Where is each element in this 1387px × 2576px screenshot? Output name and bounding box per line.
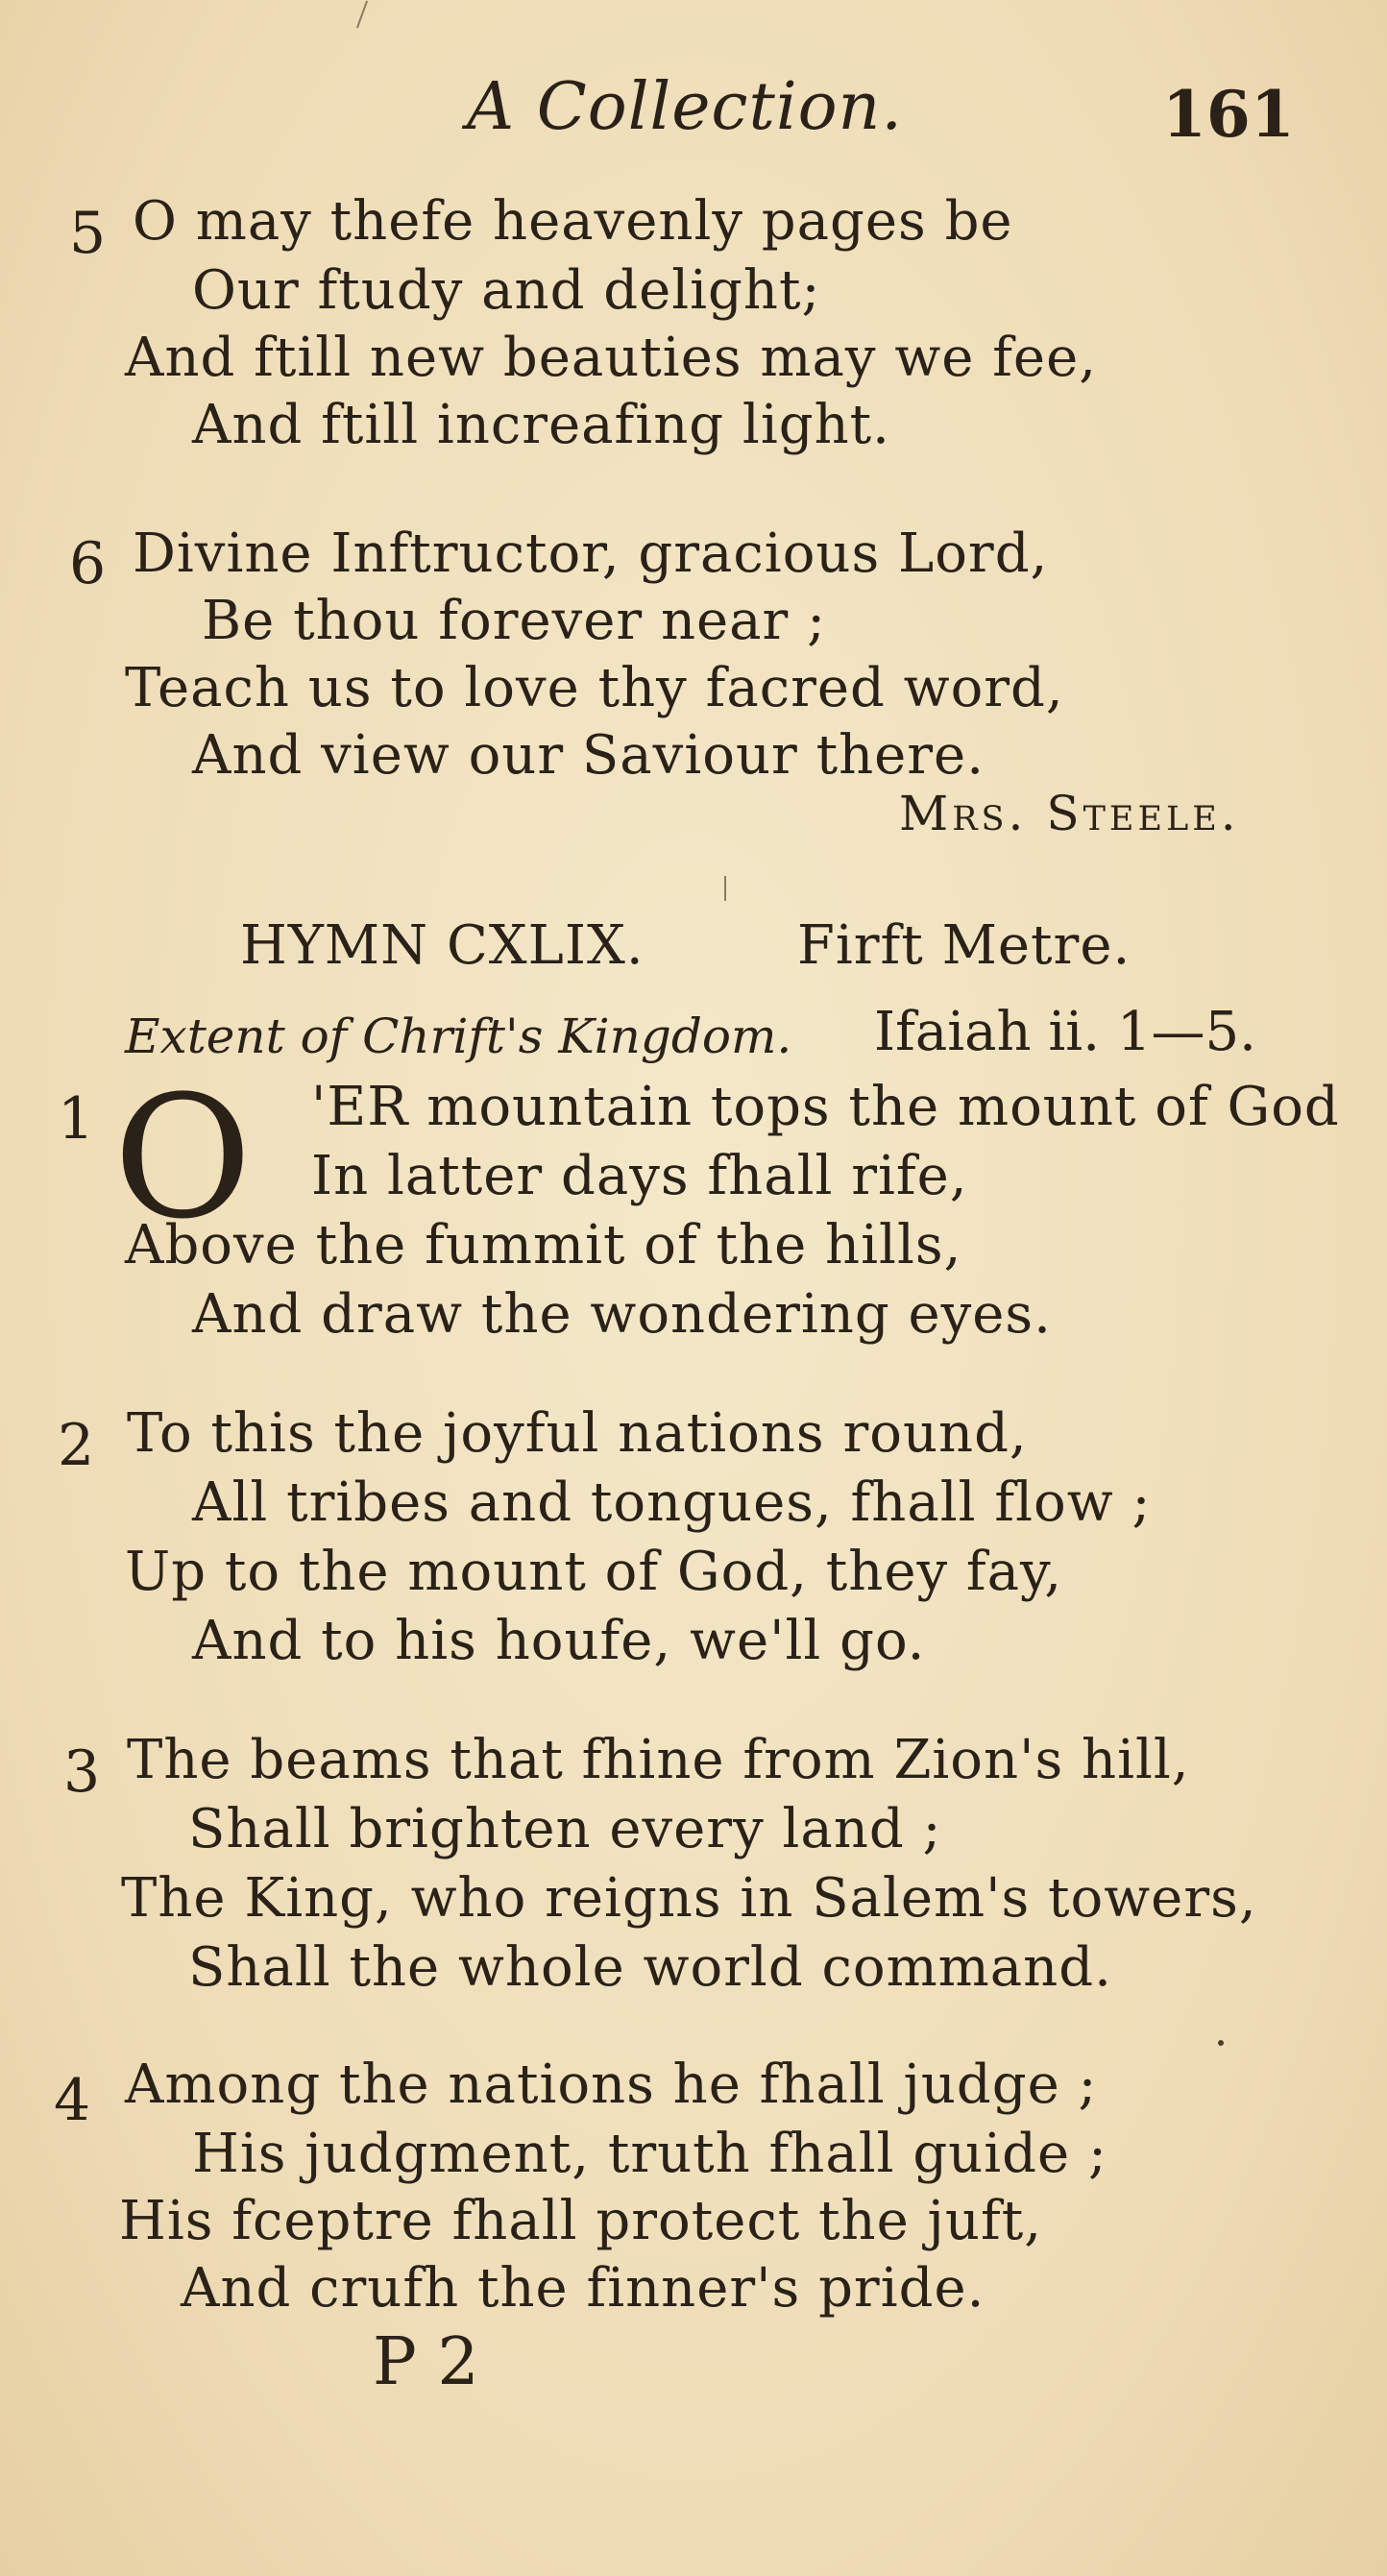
page-mark bbox=[724, 876, 726, 901]
hymn-line: Shall the whole world command. bbox=[188, 1936, 1112, 1999]
stanza-number: 1 bbox=[58, 1085, 95, 1153]
signature-mark: P 2 bbox=[373, 2324, 479, 2400]
hymn-line: His fceptre fhall protect the juft, bbox=[119, 2190, 1042, 2252]
stanza-number: 5 bbox=[69, 200, 107, 267]
hymn-line: Teach us to love thy facred word, bbox=[125, 657, 1064, 719]
drop-capital: O bbox=[113, 1059, 253, 1256]
hymn-line: Up to the mount of God, they fay, bbox=[125, 1541, 1063, 1603]
hymn-line: Shall brighten every land ; bbox=[188, 1798, 942, 1860]
running-head-title: A Collection. bbox=[467, 69, 903, 145]
hymn-line: And crufh the finner's pride. bbox=[181, 2257, 986, 2320]
hymn-line: Divine Inftructor, gracious Lord, bbox=[133, 522, 1049, 585]
hymn-line: And ftill increafing light. bbox=[192, 394, 890, 456]
hymn-line: Among the nations he fhall judge ; bbox=[125, 2054, 1098, 2116]
hymn-line: All tribes and tongues, fhall flow ; bbox=[192, 1471, 1152, 1534]
stanza-number: 3 bbox=[63, 1738, 101, 1806]
hymn-subject: Extent of Chrift's Kingdom. bbox=[125, 1009, 792, 1064]
hymn-line: And view our Saviour there. bbox=[192, 724, 985, 787]
ink-speck bbox=[1218, 2040, 1224, 2046]
stanza-number: 2 bbox=[58, 1412, 95, 1479]
scripture-reference: Ifaiah ii. 1—5. bbox=[874, 1001, 1256, 1063]
hymn-line: The King, who reigns in Salem's towers, bbox=[121, 1867, 1257, 1930]
hymn-metre: Firft Metre. bbox=[797, 914, 1132, 977]
hymn-line: Our ftudy and delight; bbox=[192, 259, 821, 322]
hymn-line: Above the fummit of the hills, bbox=[125, 1214, 962, 1276]
page-number: 161 bbox=[1162, 77, 1295, 152]
hymn-line: And ftill new beauties may we fee, bbox=[125, 327, 1098, 389]
hymn-line: Be thou forever near ; bbox=[202, 590, 826, 652]
hymn-line: And draw the wondering eyes. bbox=[192, 1283, 1052, 1346]
stanza-number: 6 bbox=[69, 530, 107, 597]
hymn-line: O may thefe heavenly pages be bbox=[133, 190, 1013, 253]
hymn-line: The beams that fhine from Zion's hill, bbox=[127, 1729, 1190, 1791]
hymn-line: To this the joyful nations round, bbox=[127, 1402, 1028, 1465]
hymn-title: HYMN CXLIX. bbox=[240, 914, 645, 977]
hymn-line: 'ER mountain tops the mount of God bbox=[311, 1076, 1340, 1138]
hymn-line: His judgment, truth fhall guide ; bbox=[192, 2123, 1107, 2185]
hymn-line: In latter days fhall rife, bbox=[311, 1145, 968, 1207]
page-mark bbox=[356, 1, 368, 29]
attribution: Mrs. Steele. bbox=[899, 786, 1240, 841]
hymn-line: And to his houfe, we'll go. bbox=[192, 1610, 926, 1672]
stanza-number: 4 bbox=[54, 2067, 91, 2134]
